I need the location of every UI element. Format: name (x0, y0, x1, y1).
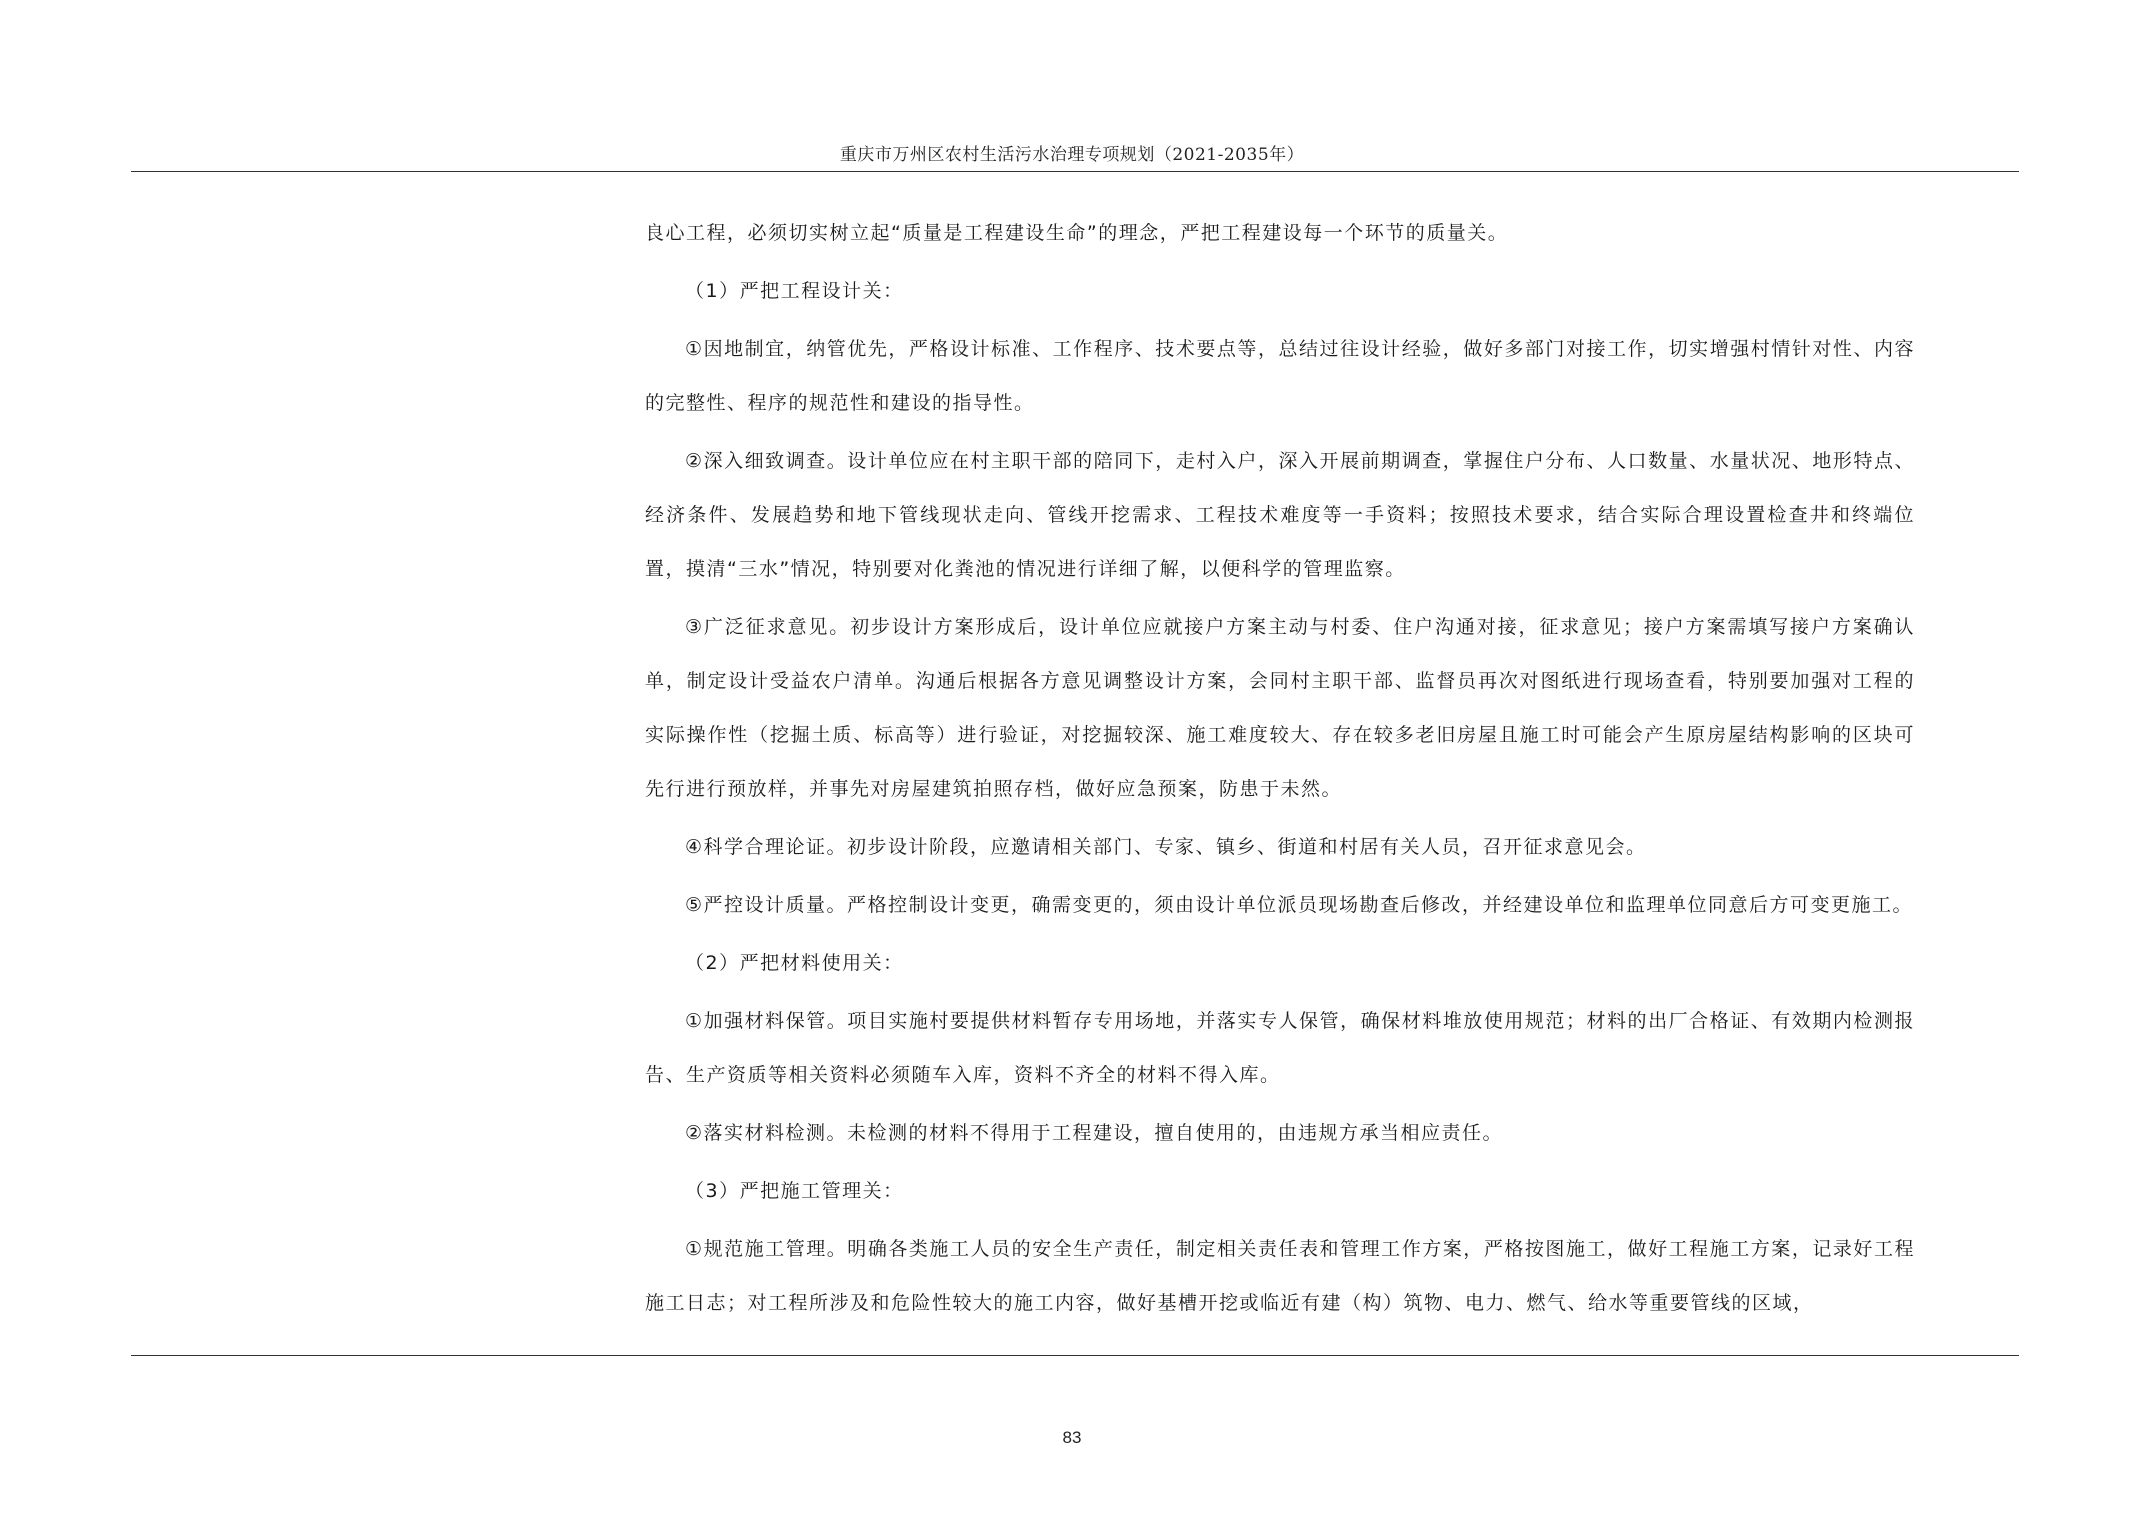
section-heading: （1）严把工程设计关： (685, 280, 904, 302)
header-rule (131, 171, 2019, 172)
paragraph: ④科学合理论证。初步设计阶段，应邀请相关部门、专家、镇乡、街道和村居有关人员，召开征求意见会。 (685, 836, 1647, 858)
section-heading: （2）严把材料使用关： (685, 952, 904, 974)
paragraph: ⑤严控设计质量。严格控制设计变更，确需变更的，须由设计单位派员现场勘查后修改，并经建设单位和监理单位同意后方可变更施工。 (685, 894, 1914, 916)
document-body (645, 206, 1915, 1334)
paragraph: ③广泛征求意见。初步设计方案形成后，设计单位应就接户方案主动与村委、住户沟通对接，征求意见；接户方案需填写接户方案确认单，制定设计受益农户清单。沟通后根据各方意见调整设计方案，会同村主职干部、监督员再次对图纸进行现场查看，特别要加强对工程的实际操作性（挖掘土质、标高等）进行验证，对挖掘较深、施工难度较大、存在较多老旧房屋且施工时可能会产生原房屋结构影响的区块可先行进行预放样，并事先对房屋建筑拍照存档，做好应急预案，防患于未然。 (645, 616, 1915, 800)
section-heading: （3）严把施工管理关： (685, 1180, 904, 1202)
paragraph: ①加强材料保管。项目实施村要提供材料暂存专用场地，并落实专人保管，确保材料堆放使用规范；材料的出厂合格证、有效期内检测报告、生产资质等相关资料必须随车入库，资料不齐全的材料不得入库。 (645, 1010, 1915, 1086)
paragraph: ②深入细致调查。设计单位应在村主职干部的陪同下，走村入户，深入开展前期调查，掌握住户分布、人口数量、水量状况、地形特点、经济条件、发展趋势和地下管线现状走向、管线开挖需求、工程技术难度等一手资料；按照技术要求，结合实际合理设置检查井和终端位置，摸清“三水”情况，特别要对化粪池的情况进行详细了解，以便科学的管理监察。 (645, 450, 1915, 580)
paragraph: ②落实材料检测。未检测的材料不得用于工程建设，擅自使用的，由违规方承当相应责任。 (685, 1122, 1504, 1144)
paragraph: ①因地制宜，纳管优先，严格设计标准、工作程序、技术要点等，总结过往设计经验，做好多部门对接工作，切实增强村情针对性、内容的完整性、程序的规范性和建设的指导性。 (645, 338, 1915, 414)
page-number: 83 (1062, 1428, 1082, 1447)
paragraph: ①规范施工管理。明确各类施工人员的安全生产责任，制定相关责任表和管理工作方案，严格按图施工，做好工程施工方案，记录好工程施工日志；对工程所涉及和危险性较大的施工内容，做好基槽开挖或临近有建（构）筑物、电力、燃气、给水等重要管线的区域， (645, 1238, 1915, 1314)
paragraph: 良心工程，必须切实树立起“质量是工程建设生命”的理念，严把工程建设每一个环节的质量关。 (645, 222, 1509, 244)
footer-rule (131, 1355, 2019, 1356)
page-header-title: 重庆市万州区农村生活污水治理专项规划（2021-2035年） (839, 145, 1305, 165)
